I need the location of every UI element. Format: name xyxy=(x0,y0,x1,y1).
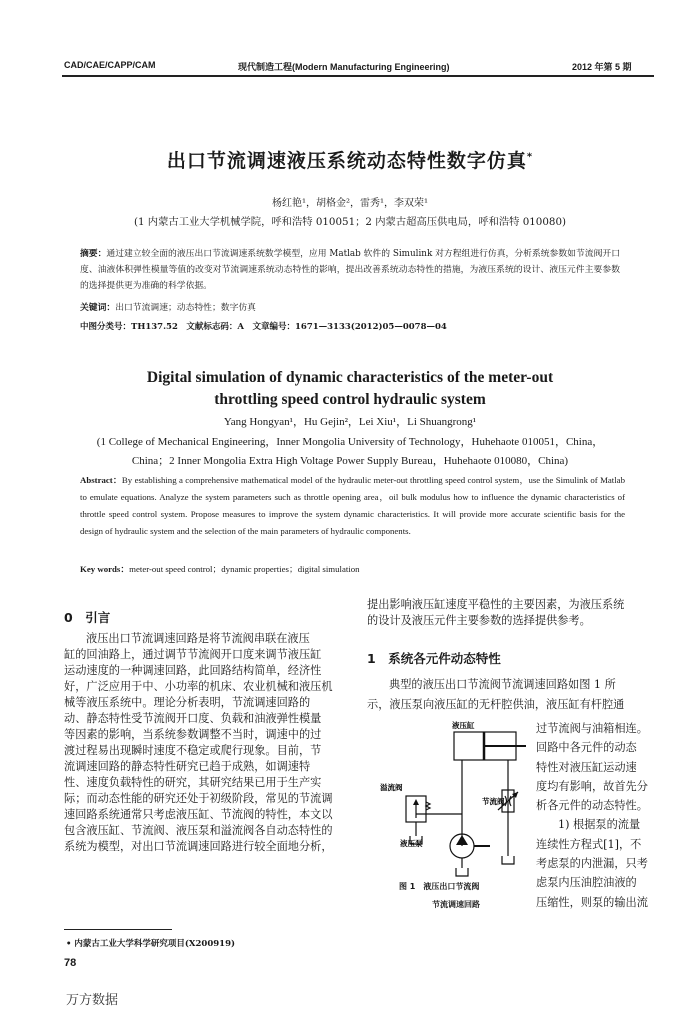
body-line: 械等液压系统中。理论分析表明，节流调速回路的 xyxy=(64,696,311,709)
label-throttle-valve: 节流阀 xyxy=(482,797,505,806)
label-pump: 液压泵 xyxy=(400,839,423,848)
watermark-wanfang: 万方数据 xyxy=(66,993,119,1008)
header-rule xyxy=(62,75,654,77)
header-issue: 2012 年第 5 期 xyxy=(572,62,632,72)
body-line: 速回路系统通常只考虑液压缸、节流阀的特性，本文以 xyxy=(64,808,333,821)
body-line: 连续性方程式[1]，不 xyxy=(536,837,642,851)
body-line: 等因素的影响，当系统参数调整不当时，调速中的过 xyxy=(64,728,322,741)
body-line: 度均有影响，故首先分 xyxy=(536,779,648,793)
abstract-cn: 摘要：通过建立较全面的液压出口节流调速系统数学模型，应用 Matlab 软件的 Simulink 对方程组进行仿真，分析系统参数如节流阀开口度、油液体积弹性模量等值的改变对节流调速系统动态特性的影响，提出改善系统动态特性的措施，为液压系统的设计、液压元件主要参数的选择提供更为准确的科学依据。 xyxy=(80,249,620,291)
authors-en: Yang Hongyan¹，Hu Gejin²，Lei Xiu¹，Li Shuangrong¹ xyxy=(223,416,477,428)
body-line: 流调速回路的静态特性研究已趋于成熟，如调速特 xyxy=(64,760,311,773)
body-line: 包含液压缸、节流阀、液压泵和溢流阀各自动态特性的 xyxy=(64,824,333,837)
footnote-rule xyxy=(64,929,172,930)
body-line: 动、静态特性受节流阀开口度、负载和油液弹性模量 xyxy=(64,712,322,725)
body-line: 提出影响液压缸速度平稳性的主要因素，为液压系统 xyxy=(367,598,625,611)
body-line: 运动速度的一种调速回路，此回路结构简单，经济性 xyxy=(64,664,322,677)
authors-cn: 杨红艳¹，胡格金²，雷秀¹，李双荣¹ xyxy=(271,198,429,209)
tank-throttle xyxy=(502,856,514,864)
body-line: 析各元件的动态特性。 xyxy=(536,799,648,813)
section-1-line1: 典型的液压出口节流阀节流调速回路如图 1 所 xyxy=(389,678,616,691)
header-journal-name: 现代制造工程(Modern Manufacturing Engineering) xyxy=(238,62,450,72)
figure-caption-line1: 图 1 液压出口节流阀 xyxy=(399,882,480,891)
footnote-funding: • 内蒙古工业大学科学研究项目(X200919) xyxy=(66,939,236,949)
keywords-en: Key words：meter-out speed control；dynamic properties；digital simulation xyxy=(80,564,360,574)
relief-valve-spring xyxy=(426,802,430,810)
label-relief-valve: 溢流阀 xyxy=(380,783,403,792)
section-1-right-text xyxy=(536,719,648,912)
section-0-heading: 0 引言 xyxy=(64,610,111,625)
body-line: 特性对液压缸运动速 xyxy=(536,760,637,774)
abstract-en: Abstract：By establishing a comprehensive mathematical model of the hydraulic meter-out throttling speed control system，use the Simulink of Matlab to emulate equations. Analyze the system parameters such as throttle opening area，oil bulk modulus how to influence the dynamic characteristics of throttle speed control system. Propose measures to improve the system dynamic characteristics. It will provide more accurate scientific basis for the design of hydraulic system and the selection of the main parameters of hydraulic components. xyxy=(80,475,625,536)
body-line: 系统为模型，对出口节流调速回路进行较全面地分析， xyxy=(64,840,333,853)
label-cylinder: 液压缸 xyxy=(452,721,475,730)
body-line: 渡过程易出现瞬时速度不稳定或爬行现象。目前，节 xyxy=(64,744,322,757)
affiliations-cn: (1 内蒙古工业大学机械学院，呼和浩特 010051；2 内蒙古超高压供电局，呼和浩特 010080) xyxy=(133,216,567,228)
keywords-cn: 关键词：出口节流调速；动态特性；数字仿真 xyxy=(80,303,256,313)
relief-arrowhead xyxy=(413,799,419,805)
body-line: 际；而动态性能的研究还处于初级阶段，常见的节流调 xyxy=(64,792,333,805)
pump-direction-triangle xyxy=(456,835,468,845)
body-line: 缸的回油路上，通过调节节流阀开口度来调节液压缸 xyxy=(64,648,322,661)
page-number: 78 xyxy=(64,957,77,969)
hydraulic-circuit-diagram xyxy=(380,718,530,880)
body-line: 压缩性，则泵的输出流 xyxy=(536,895,648,909)
body-line: 好，广泛应用于中、小功率的机床、农业机械和液压机 xyxy=(64,680,333,693)
body-line: 回路中各元件的动态 xyxy=(536,741,637,755)
body-line: 性、速度负载特性的研究，其研究结果已用于生产实 xyxy=(64,776,322,789)
body-line: 的设计及液压元件主要参数的选择提供参考。 xyxy=(367,614,591,627)
title-en-line2: throttling speed control hydraulic system xyxy=(214,391,486,408)
body-line: 虑泵内压油腔油液的 xyxy=(536,876,637,890)
section-0-body xyxy=(64,631,346,855)
section-1-heading: 1 系统各元件动态特性 xyxy=(367,651,501,666)
body-line: 1) 根据泵的流量 xyxy=(558,818,641,832)
right-intro xyxy=(367,597,624,629)
classification-line: 中图分类号：TH137.52 文献标志码：A 文章编号：1671—3133(2012)05—0078—04 xyxy=(80,322,447,332)
body-line: 过节流阀与油箱相连。 xyxy=(536,722,648,735)
affiliations-en-line2: China；2 Inner Mongolia Extra High Voltage Power Supply Bureau，Huhehaote 010080，China) xyxy=(131,455,569,467)
tank-pump xyxy=(456,868,468,876)
title-cn: 出口节流调速液压系统动态特性数字仿真* xyxy=(166,150,534,172)
title-en-line1: Digital simulation of dynamic characteristics of the meter-out xyxy=(146,369,554,386)
figure-caption-line2: 节流调速回路 xyxy=(432,900,480,909)
body-line: 液压出口节流调速回路是将节流阀串联在液压 xyxy=(86,632,310,645)
affiliations-en-line1: (1 College of Mechanical Engineering，Inner Mongolia University of Technology，Huhehaote 010051，China， xyxy=(96,436,604,448)
body-line: 考虑泵的内泄漏，只考 xyxy=(536,857,648,871)
section-1-line2: 示，液压泵向液压缸的无杆腔供油，液压缸有杆腔通 xyxy=(367,698,625,711)
header-journal-section: CAD/CAE/CAPP/CAM xyxy=(64,60,156,70)
